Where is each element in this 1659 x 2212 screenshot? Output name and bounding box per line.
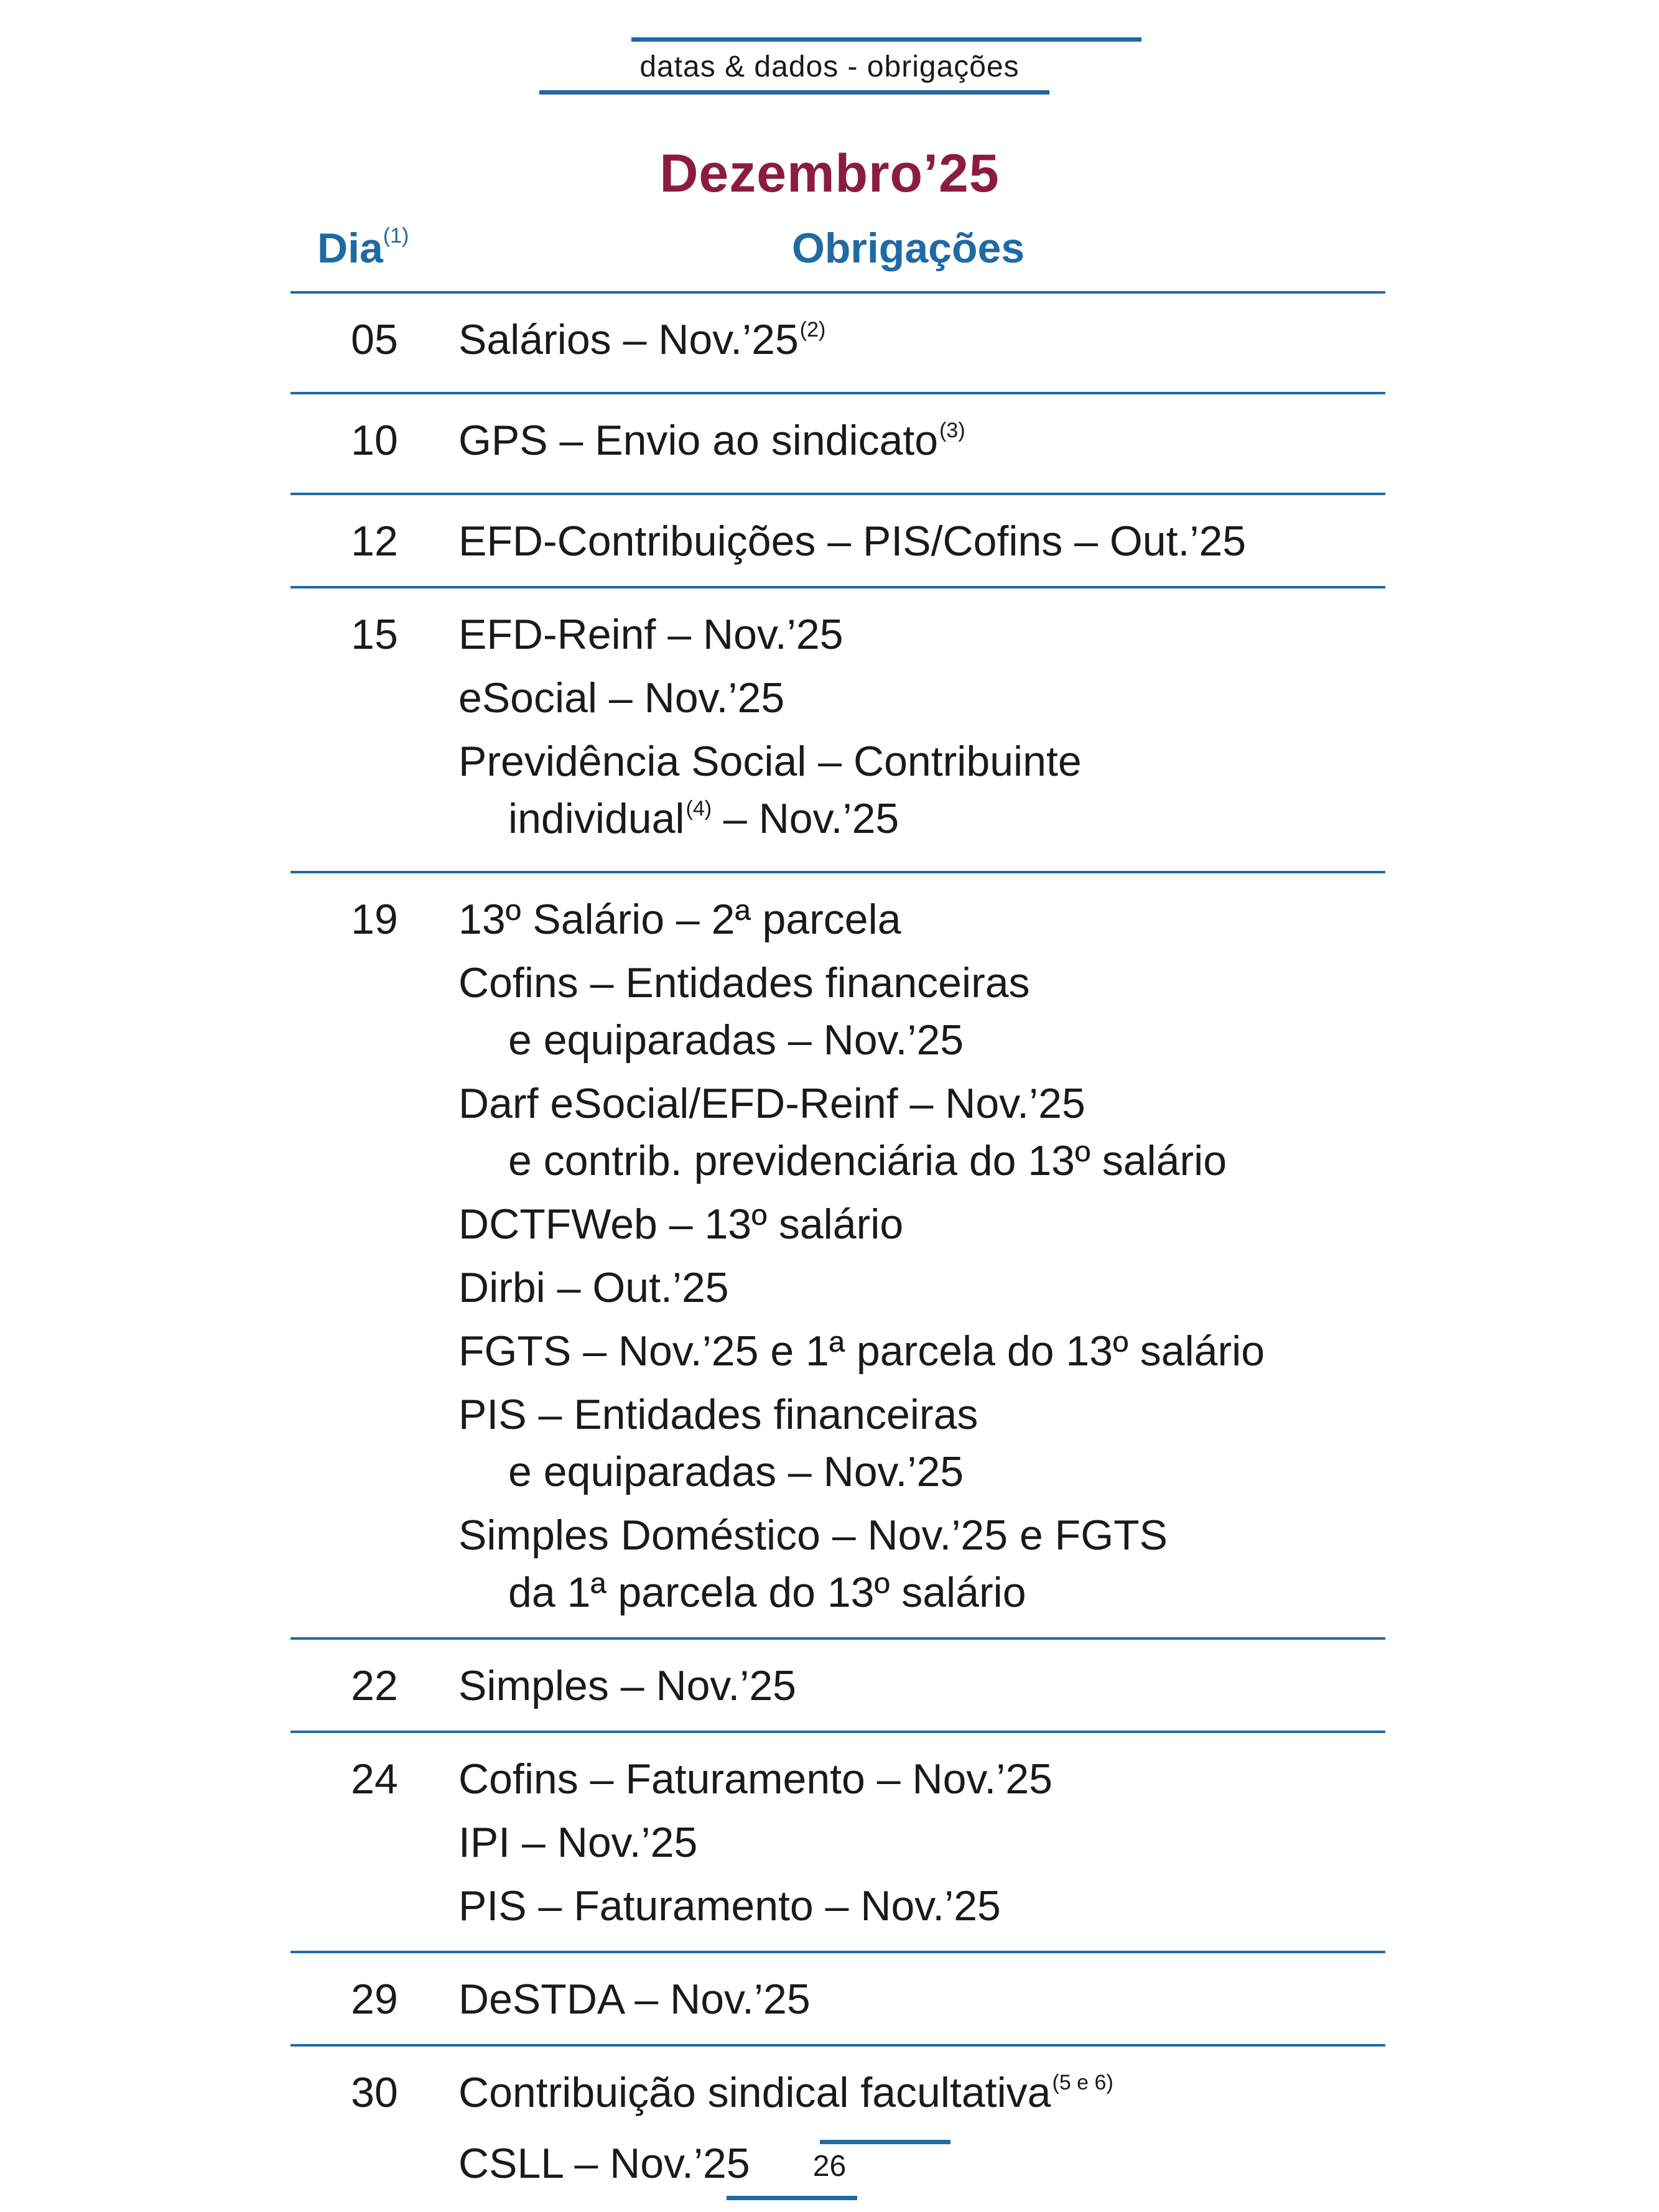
table-row: [290, 1640, 1385, 1733]
obligation-item: [458, 1259, 1385, 1316]
obligation-item: [458, 1814, 1385, 1871]
obligation-item: [458, 733, 1385, 855]
column-header-day-note: (1): [383, 224, 409, 248]
footnote-ref: (4): [685, 797, 712, 820]
obligation-text: EFD-Reinf – Nov.’25: [458, 611, 843, 658]
row-day: 05: [351, 316, 398, 363]
continuation-text: e equiparadas – Nov.’25: [508, 1016, 964, 1064]
obligation-text: Simples Doméstico – Nov.’25 e FGTS: [458, 1512, 1168, 1559]
column-header-day-label: Dia: [317, 225, 383, 272]
obligation-text: IPI – Nov.’25: [458, 1819, 698, 1866]
obligation-text: Cofins – Entidades financeiras: [458, 959, 1030, 1006]
header-rule-top: [631, 37, 1141, 42]
continuation-text: da 1ª parcela do 13º salário: [508, 1569, 1026, 1616]
obligation-item: [458, 311, 1385, 376]
row-day: 19: [351, 896, 398, 943]
obligation-text: PIS – Faturamento – Nov.’25: [458, 1882, 1001, 1930]
obligation-item: [458, 1322, 1385, 1380]
obligation-text: Cofins – Faturamento – Nov.’25: [458, 1755, 1053, 1803]
obligation-text: EFD-Contribuições – PIS/Cofins – Out.’25: [458, 518, 1247, 565]
column-header-obligations: Obrigações: [792, 225, 1025, 272]
section-header: datas & dados - obrigações: [639, 50, 1020, 83]
page-number: 26: [812, 2150, 847, 2183]
obligation-text: Simples – Nov.’25: [458, 1662, 796, 1709]
obligation-item: [458, 606, 1385, 663]
table-row: [290, 394, 1385, 495]
obligation-item: [458, 1507, 1385, 1621]
table-row: [290, 294, 1385, 394]
table-row: [290, 873, 1385, 1640]
obligation-item: [458, 1386, 1385, 1500]
obligation-text: Contribuição sindical facultativa: [458, 2069, 1051, 2116]
continuation-text: e contrib. previdenciária do 13º salário: [508, 1137, 1227, 1184]
obligation-text: DCTFWeb – 13º salário: [458, 1201, 904, 1248]
obligation-continuation: [458, 790, 1385, 855]
obligation-continuation: [458, 1564, 1385, 1621]
table-row: [290, 1733, 1385, 1953]
obligation-text: eSocial – Nov.’25: [458, 674, 785, 722]
row-obligations: [458, 1750, 1385, 1941]
row-day: 29: [351, 1976, 398, 2023]
row-day: 22: [351, 1662, 398, 1709]
continuation-text: individual: [508, 795, 685, 842]
footnote-ref: (3): [939, 419, 965, 442]
obligation-item: [458, 2064, 1385, 2129]
obligation-item: [458, 513, 1385, 570]
table-row: [290, 588, 1385, 873]
row-day: 10: [351, 417, 398, 464]
header-rule-bottom: [539, 90, 1049, 95]
continuation-text: e equiparadas – Nov.’25: [508, 1448, 964, 1495]
footer-rule-top: [820, 2140, 950, 2144]
row-obligations: [458, 513, 1385, 576]
obligation-item: [458, 1971, 1385, 2028]
obligation-text: DeSTDA – Nov.’25: [458, 1976, 811, 2023]
column-header-day: [317, 224, 409, 272]
obligation-text: Salários – Nov.’25: [458, 316, 799, 363]
row-obligations: [458, 412, 1385, 483]
footer-rule-bottom: [727, 2196, 857, 2200]
row-obligations: [458, 1657, 1385, 1721]
obligation-item: [458, 669, 1385, 727]
row-day: 24: [351, 1755, 398, 1803]
obligation-text: Darf eSocial/EFD-Reinf – Nov.’25: [458, 1080, 1085, 1127]
obligation-text: PIS – Entidades financeiras: [458, 1391, 978, 1438]
row-day: 15: [351, 611, 398, 658]
obligation-text: CSLL – Nov.’25: [458, 2140, 750, 2187]
obligation-item: [458, 412, 1385, 476]
obligation-text: 13º Salário – 2ª parcela: [458, 896, 901, 943]
row-day: 30: [351, 2069, 398, 2116]
obligation-text: FGTS – Nov.’25 e 1ª parcela do 13º salário: [458, 1327, 1265, 1375]
obligation-item: [458, 1750, 1385, 1808]
obligation-item: [458, 954, 1385, 1069]
table-row: [290, 2047, 1385, 2208]
footnote-ref: (2): [799, 318, 826, 342]
footnote-ref: (5 e 6): [1052, 2071, 1113, 2094]
table-row: [290, 1953, 1385, 2047]
obligation-continuation: [458, 1011, 1385, 1069]
obligation-text: Dirbi – Out.’25: [458, 1264, 729, 1311]
obligation-continuation: [458, 1132, 1385, 1189]
obligations-table: [290, 291, 1385, 2208]
obligation-text: Previdência Social – Contribuinte: [458, 738, 1082, 785]
row-obligations: [458, 891, 1385, 1627]
obligation-continuation: [458, 1443, 1385, 1500]
row-day: 12: [351, 518, 398, 565]
row-obligations: [458, 606, 1385, 861]
table-row: [290, 495, 1385, 588]
page-title: Dezembro’25: [659, 144, 1000, 203]
row-obligations: [458, 1971, 1385, 2034]
obligation-text: GPS – Envio ao sindicato: [458, 417, 939, 464]
row-obligations: [458, 311, 1385, 382]
obligation-item: [458, 891, 1385, 948]
obligation-item: [458, 1657, 1385, 1714]
continuation-text-tail: – Nov.’25: [712, 795, 899, 842]
obligation-item: [458, 1075, 1385, 1189]
obligation-item: [458, 1196, 1385, 1253]
obligation-item: [458, 1877, 1385, 1935]
